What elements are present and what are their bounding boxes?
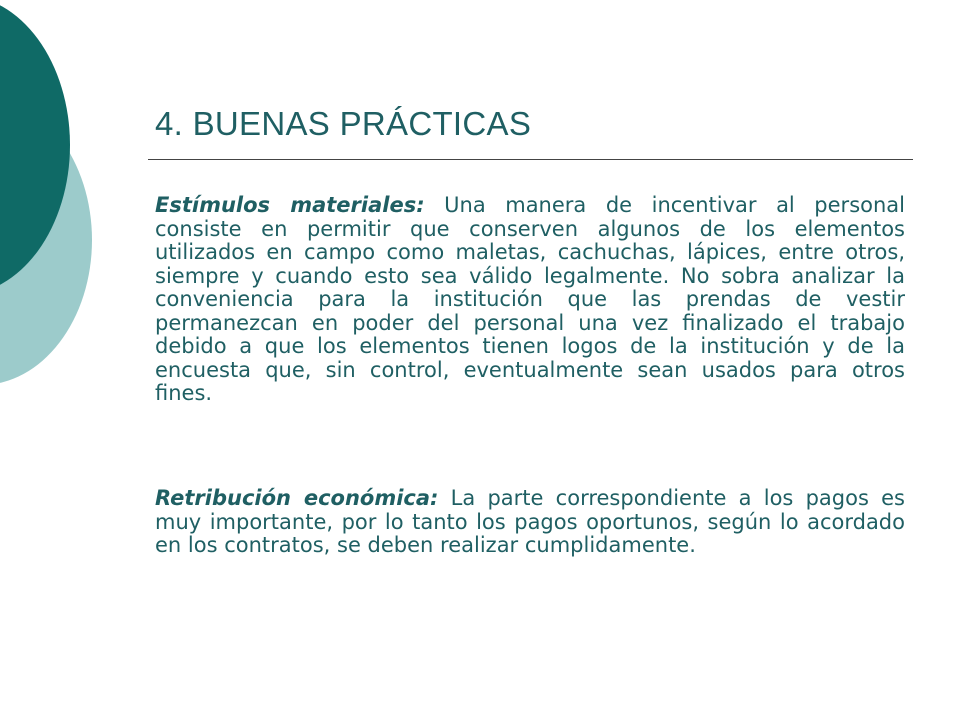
paragraph-estimulos-materiales [155, 194, 905, 406]
paragraph-body: Una manera de incentivar al personal consiste en permitir que conserven algunos de los elementos utilizados en campo como maletas, cachuchas, lápices, entre otros, siempre y cuando esto sea válido legalmente. No sobra analizar la conveniencia para la institución que las prendas de vestir permanezcan en poder del personal una vez finalizado el trabajo debido a que los elementos tienen logos de la institución y de la encuesta que, sin control, eventualmente sean usados para otros fines. [155, 193, 905, 405]
paragraph-lead: Estímulos materiales: [155, 193, 425, 217]
title-divider [148, 159, 913, 160]
paragraph-body: La parte correspondiente a los pagos es muy importante, por lo tanto los pagos oportunos, según lo acordado en los contratos, se deben realizar cumplidamente. [155, 486, 906, 557]
paragraph-lead: Retribución económica: [155, 486, 439, 510]
slide-title: 4. BUENAS PRÁCTICAS [155, 105, 532, 142]
paragraph-retribucion-economica [155, 487, 905, 558]
